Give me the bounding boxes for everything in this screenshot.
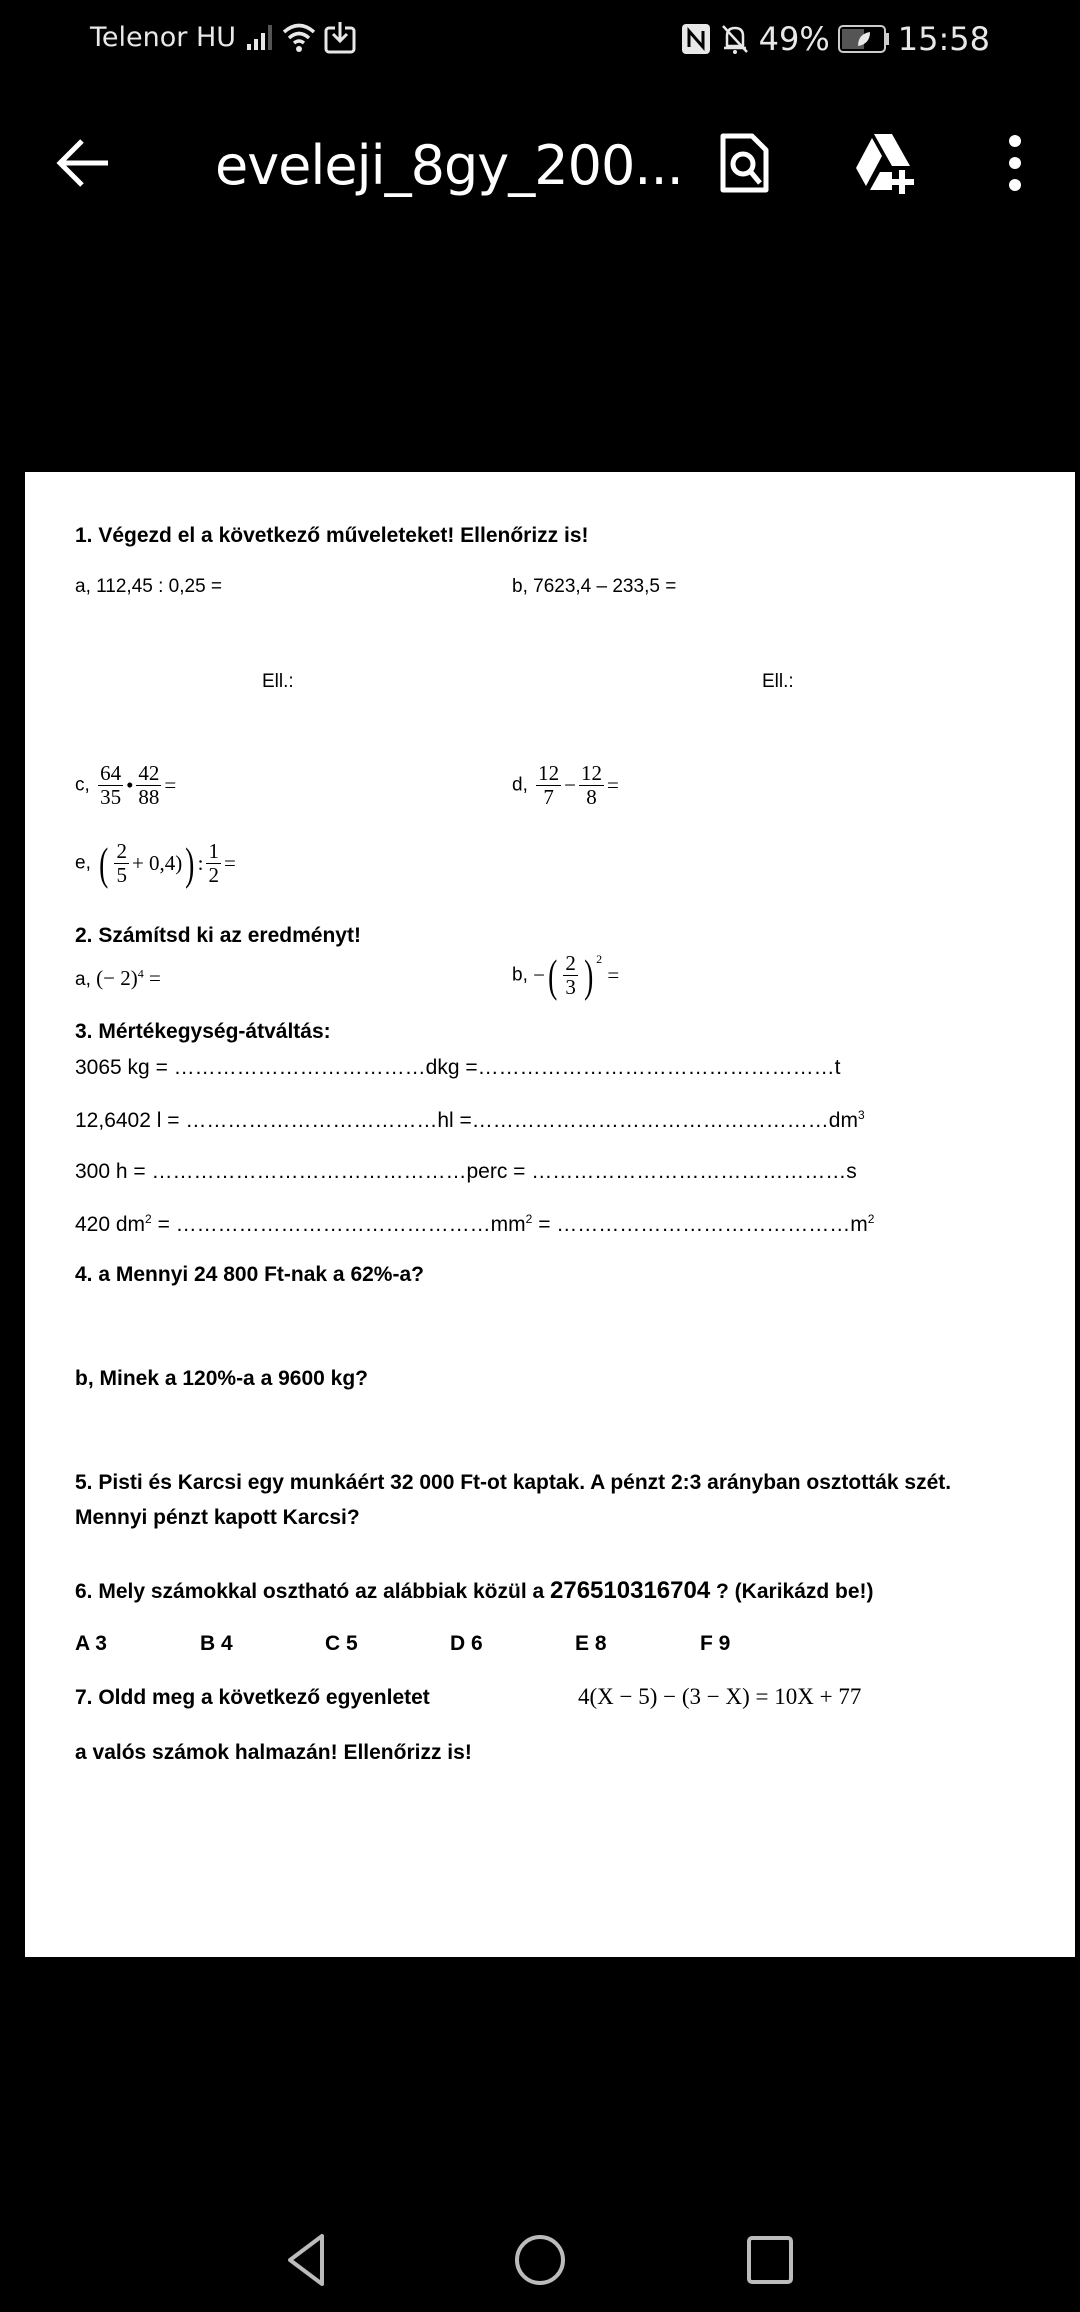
q6-prefix: 6. Mely számokkal osztható az alábbiak közül a — [75, 1580, 551, 1603]
equals: = — [149, 966, 161, 990]
wifi-icon — [281, 21, 317, 53]
nav-recents-button[interactable] — [740, 2230, 800, 2290]
blank[interactable]: ……………………………… — [185, 1109, 438, 1132]
home-circle-icon — [510, 2230, 570, 2290]
q2-b-label: b, — [512, 964, 528, 986]
battery-percent: 49% — [758, 20, 830, 58]
option-a[interactable]: A 3 — [75, 1632, 107, 1655]
equals: = — [223, 851, 236, 876]
q1-e — [75, 837, 236, 889]
given-value: 3065 kg = — [75, 1056, 174, 1079]
question-5-line2: Mennyi pénzt kapott Karcsi? — [75, 1506, 360, 1529]
q1-e-label: e, — [75, 852, 91, 874]
equals: = — [606, 773, 619, 798]
question-2-heading: 2. Számítsd ki az eredményt! — [75, 924, 361, 947]
unit: mm — [490, 1213, 526, 1236]
search-in-document-icon — [710, 128, 780, 198]
conversion-row — [75, 1160, 857, 1184]
signal-icon — [245, 22, 275, 52]
numerator: 1 — [208, 839, 219, 863]
denominator: 35 — [100, 785, 122, 810]
add-to-drive-button[interactable] — [852, 128, 922, 198]
unit: s — [846, 1160, 857, 1183]
numerator: 2 — [116, 839, 127, 863]
question-4b: b, Minek a 120%-a a 9600 kg? — [75, 1367, 368, 1390]
blank[interactable]: ……………………………………… — [531, 1160, 847, 1183]
option-e[interactable]: E 8 — [575, 1632, 607, 1655]
q1-b: b, 7623,4 – 233,5 = — [512, 576, 677, 597]
recents-square-icon — [740, 2230, 800, 2290]
fraction — [114, 840, 129, 887]
fraction — [136, 762, 161, 809]
given-value: 12,6402 l = — [75, 1109, 186, 1132]
exponent: 2 — [596, 952, 603, 966]
divide-operator: : — [197, 851, 204, 876]
equals: = — [151, 1213, 176, 1236]
arrow-left-icon — [50, 128, 120, 198]
question-7-line1: 7. Oldd meg a következő egyenletet — [75, 1686, 430, 1709]
unit-exponent: 2 — [145, 1212, 152, 1226]
blank[interactable]: ……………………………… — [173, 1056, 426, 1079]
drive-add-icon — [852, 128, 922, 198]
back-triangle-icon — [278, 2230, 338, 2290]
more-options-icon — [980, 128, 1050, 198]
q1-d-label: d, — [512, 774, 528, 796]
q1-c — [75, 762, 176, 809]
fraction — [579, 762, 604, 809]
nav-back-button[interactable] — [278, 2230, 338, 2290]
fraction — [536, 762, 561, 809]
denominator: 2 — [208, 863, 219, 888]
equals: = — [607, 963, 620, 988]
q1-a: a, 112,45 : 0,25 = — [75, 576, 223, 597]
q1-d — [512, 762, 619, 809]
blank[interactable]: …………………………………………… — [477, 1056, 835, 1079]
denominator: 8 — [586, 785, 597, 810]
battery-saver-icon — [838, 24, 890, 54]
blank[interactable]: …………………………………… — [556, 1213, 851, 1236]
back-button[interactable] — [50, 128, 120, 198]
search-in-document-button[interactable] — [710, 128, 780, 198]
question-6-heading — [75, 1577, 874, 1605]
denominator: 5 — [116, 863, 127, 888]
blank[interactable]: ……………………………………… — [151, 1160, 467, 1183]
q7-equation: 4(X − 5) − (3 − X) = 10X + 77 — [578, 1684, 862, 1709]
clock: 15:58 — [897, 20, 990, 58]
q2-a — [75, 966, 161, 991]
system-nav-bar — [0, 2200, 1080, 2312]
paren-open: ( — [99, 837, 109, 889]
bell-muted-icon — [719, 22, 751, 56]
base: (− 2) — [96, 966, 138, 990]
unit: hl = — [437, 1109, 472, 1132]
q1-a-check: Ell.: — [262, 671, 294, 692]
q2-b — [512, 949, 620, 1001]
unit: dm — [828, 1109, 858, 1132]
status-bar — [0, 0, 1080, 80]
numerator: 2 — [565, 951, 576, 975]
question-7-line2: a valós számok halmazán! Ellenőrizz is! — [75, 1741, 472, 1764]
download-icon — [323, 20, 357, 54]
denominator: 3 — [565, 975, 576, 1000]
nav-home-button[interactable] — [510, 2230, 570, 2290]
conversion-row — [75, 1108, 865, 1133]
app-bar — [0, 110, 1080, 220]
q6-suffix: ? (Karikázd be!) — [710, 1580, 874, 1603]
exponent: 4 — [137, 966, 144, 981]
equals: = — [164, 773, 177, 798]
option-f[interactable]: F 9 — [700, 1632, 731, 1655]
denominator: 7 — [543, 785, 554, 810]
unit-exponent: 2 — [867, 1212, 875, 1226]
option-d[interactable]: D 6 — [450, 1632, 483, 1655]
multiply-operator: • — [126, 773, 134, 798]
unit-exponent: 3 — [857, 1108, 865, 1122]
unit: perc = — [466, 1160, 532, 1183]
more-options-button[interactable] — [980, 128, 1050, 198]
blank[interactable]: ……………………………………… — [175, 1213, 491, 1236]
unit: dkg = — [425, 1056, 478, 1079]
question-3-heading: 3. Mértékegység-átváltás: — [75, 1020, 331, 1043]
paren-close: ) — [583, 949, 594, 1001]
conversion-row — [75, 1212, 874, 1237]
unit: m — [850, 1213, 868, 1236]
unit-exponent: 2 — [525, 1212, 533, 1226]
denominator: 88 — [138, 785, 160, 810]
q2-a-label: a, — [75, 969, 91, 990]
option-b[interactable]: B 4 — [200, 1632, 233, 1655]
carrier-name: Telenor HU — [90, 22, 237, 53]
q1-b-check: Ell.: — [762, 671, 794, 692]
equals: = — [532, 1213, 557, 1236]
numerator: 42 — [138, 761, 160, 785]
plus-term: + 0,4) — [131, 851, 183, 876]
q6-number: 276510316704 — [550, 1577, 711, 1604]
q1-c-label: c, — [75, 774, 90, 796]
numerator: 12 — [580, 761, 602, 785]
blank[interactable]: …………………………………………… — [471, 1109, 829, 1132]
paren-open: ( — [548, 949, 558, 1001]
option-c[interactable]: C 5 — [325, 1632, 358, 1655]
fraction — [98, 762, 123, 809]
question-4a: 4. a Mennyi 24 800 Ft-nak a 62%-a? — [75, 1263, 424, 1286]
fraction — [563, 952, 578, 999]
nfc-icon — [681, 23, 711, 55]
document-title: eveleji_8gy_200... — [215, 134, 683, 197]
given-value: 300 h = — [75, 1160, 152, 1183]
paren-close: ) — [185, 837, 195, 889]
numerator: 64 — [100, 761, 122, 785]
numerator: 12 — [538, 761, 560, 785]
given-value: 420 dm — [75, 1213, 146, 1236]
minus-sign: − — [533, 963, 545, 988]
minus-operator: − — [564, 773, 576, 798]
question-5-line1: 5. Pisti és Karcsi egy munkáért 32 000 Ft-ot kaptak. A pénzt 2:3 arányban osztották szét. — [75, 1471, 952, 1494]
question-1-heading: 1. Végezd el a következő műveleteket! Ellenőrizz is! — [75, 524, 589, 547]
conversion-row — [75, 1056, 840, 1080]
pdf-page[interactable] — [25, 472, 1075, 1957]
unit: t — [834, 1056, 841, 1079]
fraction — [206, 840, 221, 887]
